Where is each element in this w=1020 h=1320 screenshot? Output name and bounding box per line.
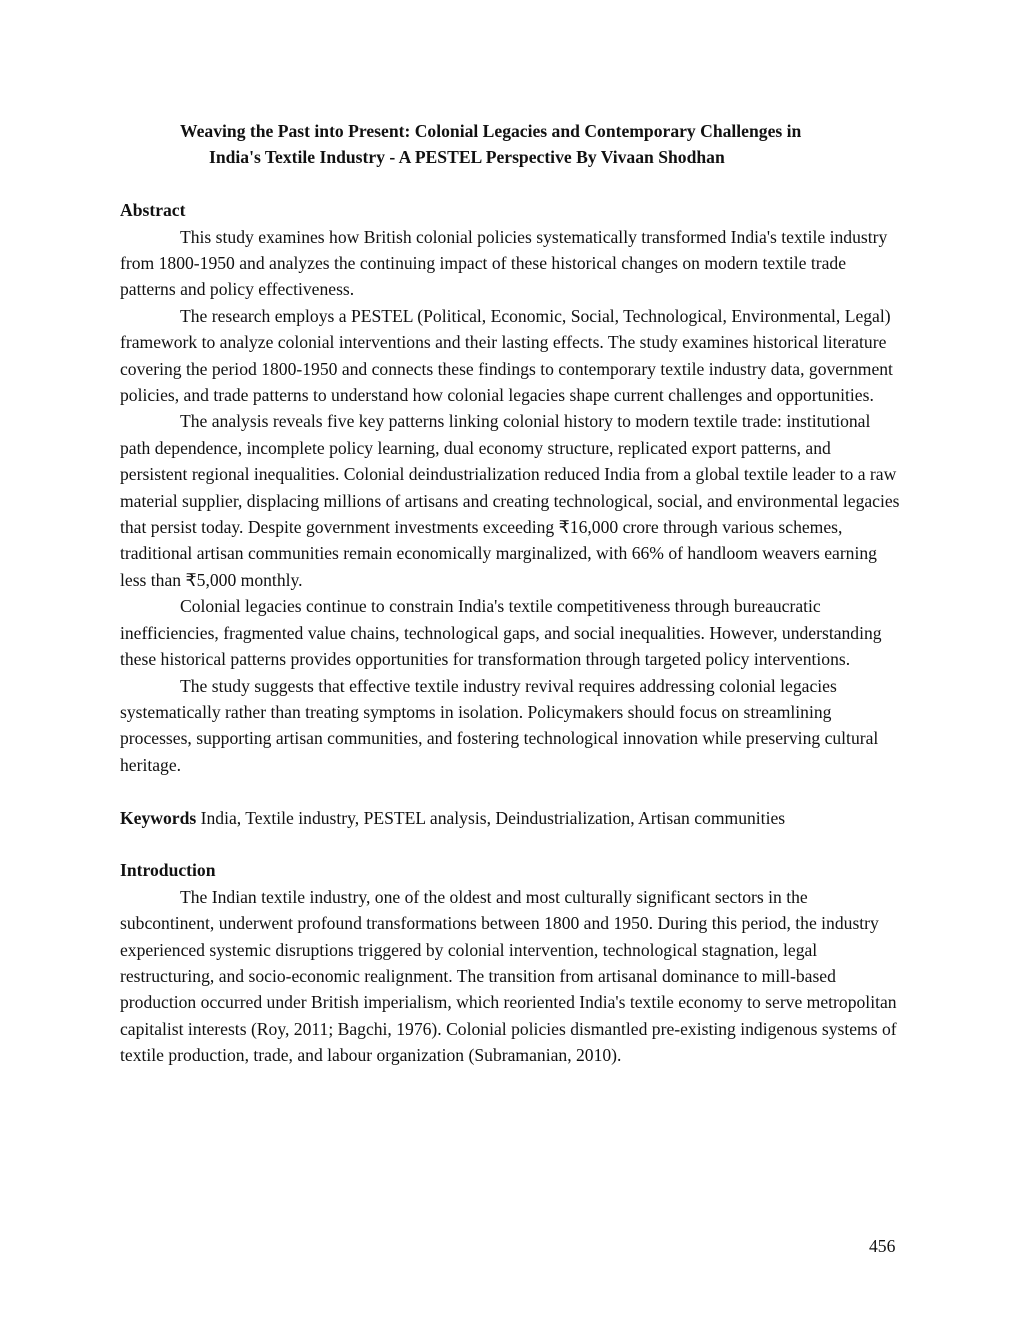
abstract-heading: Abstract	[120, 200, 186, 221]
paper-title-line-1: Weaving the Past into Present: Colonial Legacies and Contemporary Challenges in	[180, 121, 802, 141]
introduction-heading: Introduction	[120, 860, 216, 881]
document-page	[120, 118, 902, 1069]
abstract-paragraph: The analysis reveals five key patterns linking colonial history to modern textile trade: institutional path dependence, incomplete policy learning, dual economy structure, replicated export patterns, and persistent regional inequalities. Colonial deindustrialization reduced India from a global textile leader to a raw material supplier, displacing millions of artisans and creating technological, social, and environmental legacies that persist today. Despite government investments exceeding ₹16,000 crore through various schemes, traditional artisan communities remain economically marginalized, with 66% of handloom weavers earning less than ₹5,000 monthly.	[120, 411, 900, 590]
introduction-section	[120, 857, 902, 1068]
paper-title	[120, 118, 902, 171]
keywords-text: India, Textile industry, PESTEL analysis, Deindustrialization, Artisan communities	[196, 807, 786, 828]
abstract-paragraph: Colonial legacies continue to constrain India's textile competitiveness through bureaucratic inefficiencies, fragmented value chains, technological gaps, and social inequalities. However, understanding these historical patterns provides opportunities for transformation through targeted policy interventions.	[120, 596, 882, 670]
keywords-label: Keywords	[120, 807, 197, 828]
abstract-section	[120, 197, 902, 778]
abstract-paragraph: This study examines how British colonial policies systematically transformed India's textile industry from 1800-1950 and analyzes the continuing impact of these historical changes on modern textile trade patterns and policy effectiveness.	[120, 226, 888, 300]
introduction-paragraph: The Indian textile industry, one of the oldest and most culturally significant sectors in the subcontinent, underwent profound transformations between 1800 and 1950. During this period, the industry experienced systemic disruptions triggered by colonial intervention, technological stagnation, legal restructuring, and socio-economic realignment. The transition from artisanal dominance to mill-based production occurred under British imperialism, which reoriented India's textile economy to serve metropolitan capitalist interests (Roy, 2011; Bagchi, 1976). Colonial policies dismantled pre-existing indigenous systems of textile production, trade, and labour organization (Subramanian, 2010).	[120, 886, 897, 1066]
paper-title-line-2: India's Textile Industry - A PESTEL Perspective By Vivaan Shodhan	[209, 147, 725, 168]
keywords-line	[120, 805, 902, 831]
abstract-paragraph: The research employs a PESTEL (Political, Economic, Social, Technological, Environmental, Legal) framework to analyze colonial interventions and their lasting effects. The study examines historical literature covering the period 1800-1950 and connects these findings to contemporary textile industry data, government policies, and trade patterns to understand how colonial legacies shape current challenges and opportunities.	[120, 305, 893, 406]
spacer	[120, 831, 902, 857]
abstract-paragraph: The study suggests that effective textile industry revival requires addressing colonial legacies systematically rather than treating symptoms in isolation. Policymakers should focus on streamlining processes, supporting artisan communities, and fostering technological innovation while preserving cultural heritage.	[120, 675, 879, 775]
spacer	[120, 778, 902, 804]
page-number: 456	[869, 1236, 896, 1256]
